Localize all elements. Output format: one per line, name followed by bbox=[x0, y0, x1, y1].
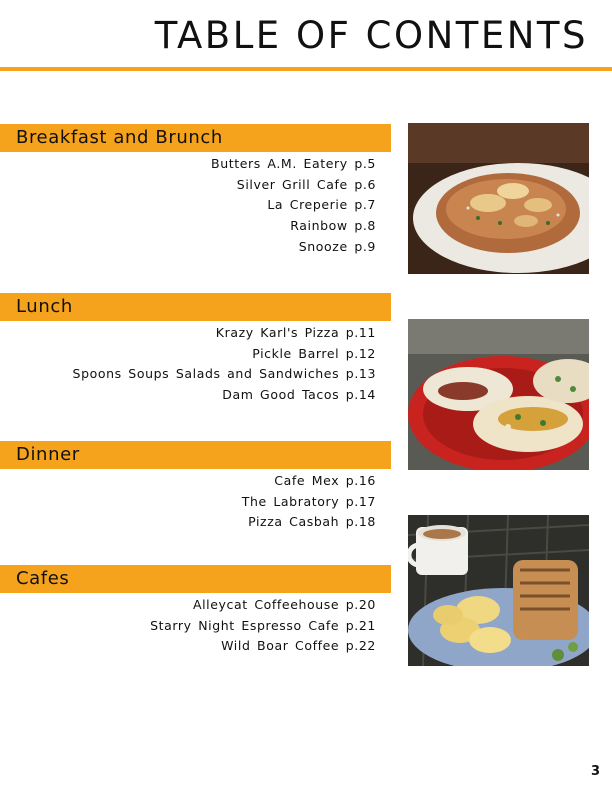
toc-entry[interactable]: Spoons Soups Salads and Sandwiches p.13 bbox=[72, 366, 376, 382]
section-title: Lunch bbox=[16, 296, 73, 317]
section-header-bar bbox=[0, 293, 391, 321]
entry-list bbox=[0, 154, 391, 257]
section-header-bar bbox=[0, 124, 391, 152]
toc-entry[interactable]: Wild Boar Coffee p.22 bbox=[221, 638, 376, 654]
title-rule bbox=[0, 67, 612, 71]
toc-entry[interactable]: Butters A.M. Eatery p.5 bbox=[211, 156, 376, 171]
section-breakfast-brunch bbox=[0, 124, 391, 257]
section-header-bar bbox=[0, 565, 391, 593]
section-lunch bbox=[0, 293, 391, 406]
breakfast-photo bbox=[408, 123, 589, 274]
toc-entry[interactable]: The Labratory p.17 bbox=[241, 493, 376, 509]
toc-entry[interactable]: Pickle Barrel p.12 bbox=[252, 345, 376, 361]
lunch-photo bbox=[408, 319, 589, 470]
entry-list bbox=[0, 471, 391, 533]
toc-entry[interactable]: Cafe Mex p.16 bbox=[274, 473, 376, 488]
entry-list bbox=[0, 323, 391, 406]
toc-entry[interactable]: Pizza Casbah p.18 bbox=[248, 514, 376, 530]
section-title: Breakfast and Brunch bbox=[16, 127, 223, 148]
section-dinner bbox=[0, 441, 391, 533]
section-header-bar bbox=[0, 441, 391, 469]
toc-entry[interactable]: Dam Good Tacos p.14 bbox=[222, 387, 376, 403]
section-title: Dinner bbox=[16, 444, 80, 465]
entry-list bbox=[0, 595, 391, 657]
toc-entry[interactable]: Krazy Karl's Pizza p.11 bbox=[215, 325, 376, 340]
cafe-photo bbox=[408, 515, 589, 666]
section-cafes bbox=[0, 565, 391, 657]
toc-entry[interactable]: Silver Grill Cafe p.6 bbox=[236, 176, 376, 192]
page-number: 3 bbox=[590, 764, 600, 779]
toc-entry[interactable]: Rainbow p.8 bbox=[290, 218, 376, 234]
toc-entry[interactable]: Alleycat Coffeehouse p.20 bbox=[192, 597, 376, 612]
toc-entry[interactable]: Starry Night Espresso Cafe p.21 bbox=[150, 617, 376, 633]
section-title: Cafes bbox=[16, 568, 70, 589]
page-title: TABLE OF CONTENTS bbox=[154, 14, 588, 57]
toc-entry[interactable]: Snooze p.9 bbox=[298, 238, 376, 254]
toc-entry[interactable]: La Creperie p.7 bbox=[267, 197, 376, 213]
